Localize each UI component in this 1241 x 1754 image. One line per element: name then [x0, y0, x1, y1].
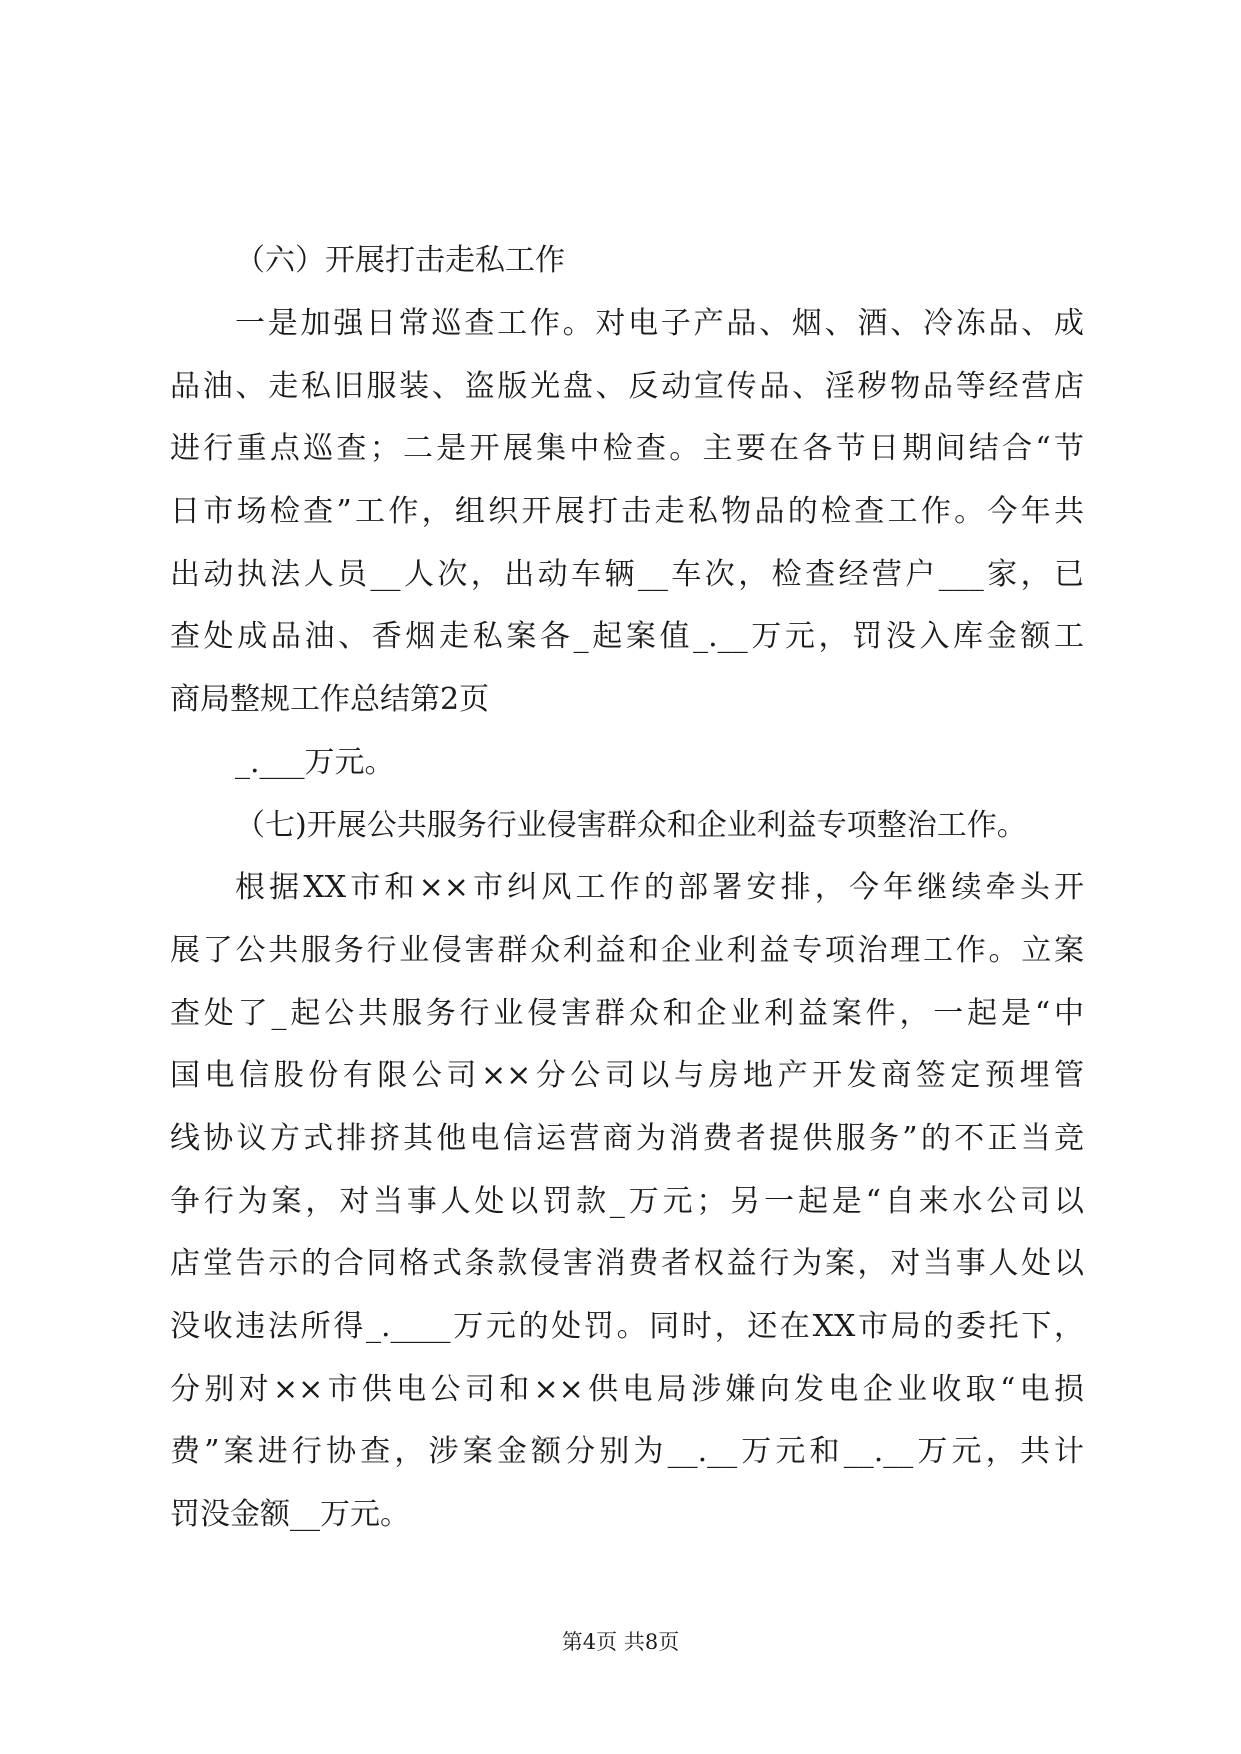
page-number: 第4页 共8页 [561, 1630, 680, 1654]
paragraph-line: 商局整规工作总结第2页 [170, 682, 490, 717]
paragraph-line: 日市场检查”工作，组织开展打击走私物品的检查工作。今年共 [170, 494, 1084, 529]
section-heading-6: （六）开展打击走私工作 [235, 243, 565, 278]
paragraph-line: 一是加强日常巡查工作。对电子产品、烟、酒、冷冻品、成 [235, 306, 1084, 341]
paragraph-line: 查处了_起公共服务行业侵害群众和企业利益案件，一起是“中 [170, 996, 1084, 1031]
paragraph-line: 罚没金额__万元。 [170, 1497, 410, 1532]
paragraph-line: 费”案进行协查，涉案金额分别为__.__万元和__.__万元，共计 [170, 1434, 1084, 1469]
paragraph-line: 品油、走私旧服装、盗版光盘、反动宣传品、淫秽物品等经营店 [170, 369, 1084, 404]
paragraph-line: _.___万元。 [235, 745, 395, 780]
paragraph-line: 线协议方式排挤其他电信运营商为消费者提供服务”的不正当竞 [170, 1121, 1084, 1156]
paragraph-line: 争行为案，对当事人处以罚款_万元；另一起是“自来水公司以 [170, 1184, 1084, 1219]
paragraph-line: 出动执法人员__人次，出动车辆__车次，检查经营户___家，已 [170, 557, 1084, 592]
paragraph-line: 展了公共服务行业侵害群众利益和企业利益专项治理工作。立案 [170, 933, 1084, 968]
paragraph-line: 进行重点巡查；二是开展集中检查。主要在各节日期间结合“节 [170, 431, 1084, 466]
paragraph-line: 店堂告示的合同格式条款侵害消费者权益行为案，对当事人处以 [170, 1246, 1084, 1281]
paragraph-line: 查处成品油、香烟走私案各_起案值_.__万元，罚没入库金额工 [170, 619, 1084, 654]
paragraph-line: 分别对××市供电公司和××供电局涉嫌向发电企业收取“电损 [170, 1372, 1084, 1407]
section-heading-7: （七)开展公共服务行业侵害群众和企业利益专项整治工作。 [235, 808, 1027, 843]
paragraph-line: 国电信股份有限公司××分公司以与房地产开发商签定预埋管 [170, 1058, 1084, 1093]
paragraph-line: 根据XX市和××市纠风工作的部署安排，今年继续牵头开 [235, 870, 1084, 905]
paragraph-line: 没收违法所得_.____万元的处罚。同时，还在XX市局的委托下， [170, 1309, 1084, 1344]
